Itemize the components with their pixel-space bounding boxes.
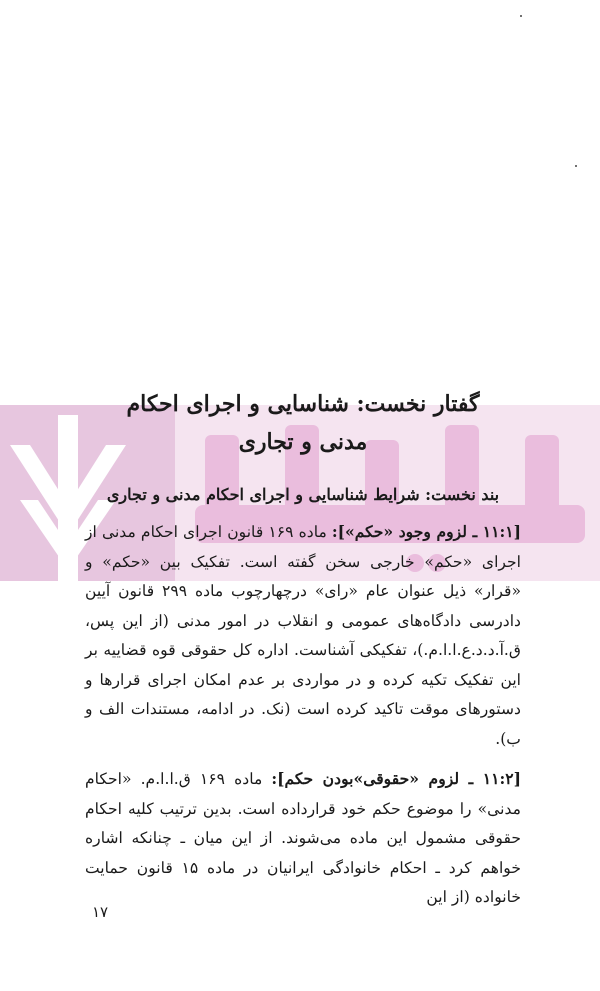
- subsection-title: بند نخست: شرایط شناسایی و اجرای احکام مدنی و تجاری: [106, 485, 500, 504]
- paragraph: [85, 517, 521, 754]
- page-number: ۱۷: [92, 903, 109, 921]
- paragraph-text: ماده ۱۶۹ ق.ا.ا.م. «احکام مدنی» را موضوع حکم خود قرارداده است. بدین ترتیب کلیه احکام حقوقی مشمول این ماده می‌شوند. از این میان ـ چنانکه اشاره خواهم کرد ـ احکام خانوادگی ایرانیان در ماده ۱۵ قانون حمایت خانواده (از این: [85, 770, 521, 906]
- paragraph-heading: [۱۱:۱ ـ لزوم وجود «حکم»]:: [331, 522, 521, 541]
- paragraph: [85, 764, 521, 913]
- section-title: [85, 385, 521, 461]
- scan-speck: [575, 165, 577, 167]
- section-title-line2: مدنی و تجاری: [238, 429, 368, 455]
- paragraph-heading: [۱۱:۲ ـ لزوم «حقوقی»بودن حکم]:: [271, 769, 521, 788]
- section-title-line1: گفتار نخست: شناسایی و اجرای احکام: [126, 391, 480, 417]
- page-body: [85, 385, 521, 923]
- scan-speck: [520, 15, 522, 17]
- paragraph-text: ماده ۱۶۹ قانون اجرای احکام مدنی از اجرای «حکم» خارجی سخن گفته است. تفکیک بین «حکم» و «قرار» ذیل عنوان عام «رای» درچهارچوب ماده ۲۹۹ قانون آیین دادرسی دادگاه‌های عمومی و انقلاب در امور مدنی (از این پس، ق.آ.د.د.ع.ا.ا.م.)، تفکیکی آشناست. اداره کل حقوقی قوه قضاییه بر این تفکیک تکیه کرده و در مواردی بر عدم امکان اجرای قرارها و دستورهای موقت تاکید کرده است (نک. در ادامه، مستندات الف و ب).: [85, 523, 521, 748]
